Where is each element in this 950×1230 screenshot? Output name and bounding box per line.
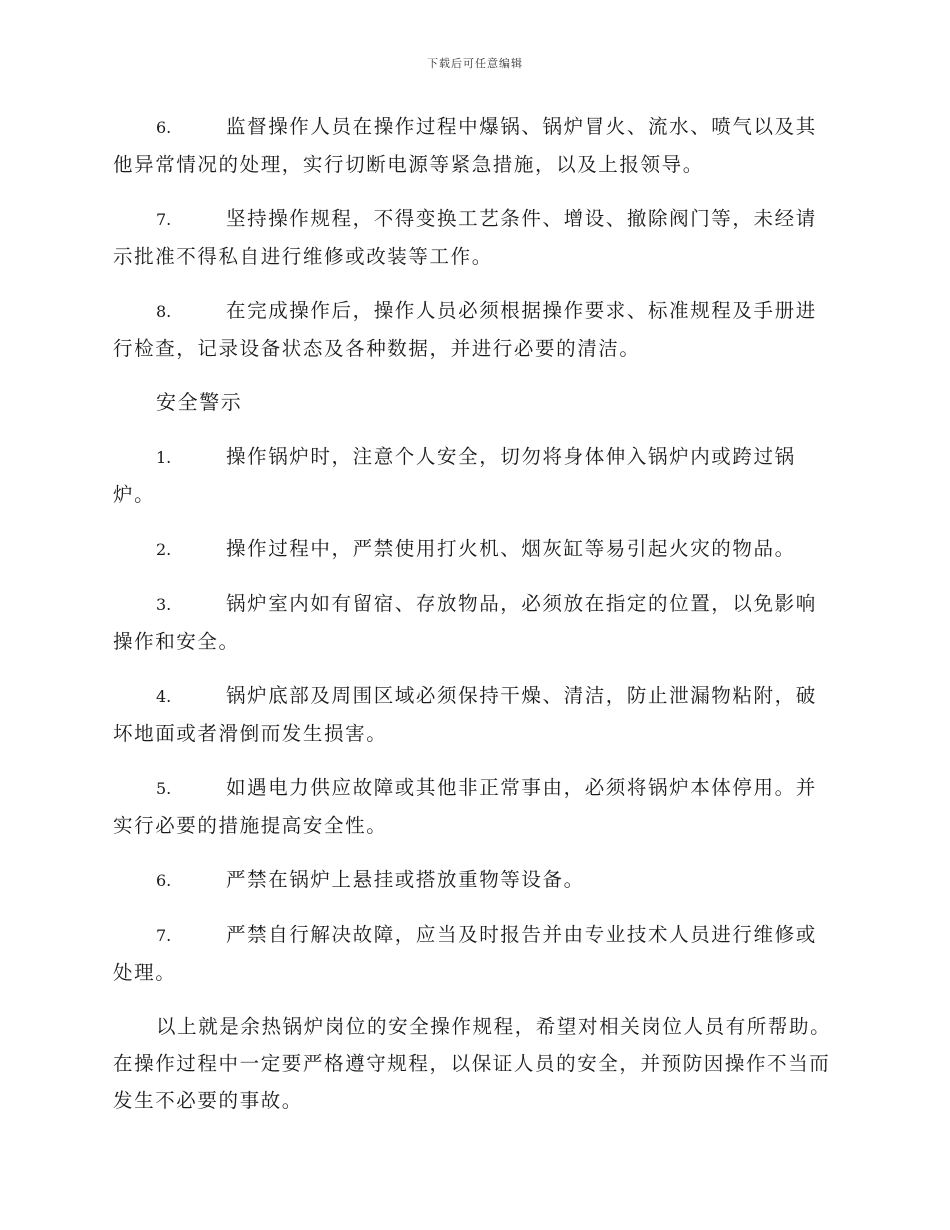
list-item: [113, 200, 835, 275]
list-item: [113, 769, 835, 844]
item-text: 锅炉室内如有留宿、存放物品，必须放在指定的位置，以免影响操作和安全。: [113, 592, 817, 653]
list-item: [113, 861, 835, 899]
item-text: 监督操作人员在操作过程中爆锅、锅炉冒火、流水、喷气以及其他异常情况的处理，实行切断电源等紧急措施，以及上报领导。: [113, 115, 817, 176]
list-item: [113, 585, 835, 660]
item-number: 8.: [156, 302, 172, 321]
item-text: 如遇电力供应故障或其他非正常事由，必须将锅炉本体停用。并实行必要的措施提高安全性。: [113, 776, 817, 837]
closing-paragraph: 以上就是余热锅炉岗位的安全操作规程，希望对相关岗位人员有所帮助。在操作过程中一定要严格遵守规程，以保证人员的安全，并预防因操作不当而发生不必要的事故。: [113, 1015, 832, 1112]
item-text: 操作过程中，严禁使用打火机、烟灰缸等易引起火灾的物品。: [226, 537, 796, 560]
item-number: 2.: [156, 540, 172, 559]
page-header: 下载后可任意编辑: [427, 57, 523, 70]
item-text: 严禁在锅炉上悬挂或搭放重物等设备。: [226, 868, 585, 891]
item-number: 7.: [156, 926, 172, 945]
item-number: 6.: [156, 871, 172, 890]
item-number: 1.: [156, 448, 172, 467]
list-item: [113, 677, 835, 752]
section-heading: 安全警示: [156, 390, 243, 414]
item-text: 严禁自行解决故障，应当及时报告并由专业技术人员进行维修或处理。: [113, 923, 817, 984]
list-item: [113, 916, 835, 991]
item-number: 4.: [156, 687, 172, 706]
document-body: [113, 108, 835, 1119]
list-item: [113, 530, 835, 568]
item-text: 操作锅炉时，注意个人安全，切勿将身体伸入锅炉内或跨过锅炉。: [113, 445, 796, 506]
list-item: [113, 292, 835, 367]
item-number: 5.: [156, 779, 172, 798]
item-text: 在完成操作后，操作人员必须根据操作要求、标准规程及手册进行检查，记录设备状态及各种数据，并进行必要的清洁。: [113, 299, 817, 360]
item-text: 坚持操作规程，不得变换工艺条件、增设、撤除阀门等，未经请示批准不得私自进行维修或改装等工作。: [113, 207, 817, 268]
item-text: 锅炉底部及周围区域必须保持干燥、清洁，防止泄漏物粘附，破坏地面或者滑倒而发生损害。: [113, 684, 817, 745]
item-number: 6.: [156, 118, 172, 137]
list-item: [113, 108, 835, 183]
item-number: 3.: [156, 595, 172, 614]
list-item: [113, 438, 835, 513]
item-number: 7.: [156, 210, 172, 229]
